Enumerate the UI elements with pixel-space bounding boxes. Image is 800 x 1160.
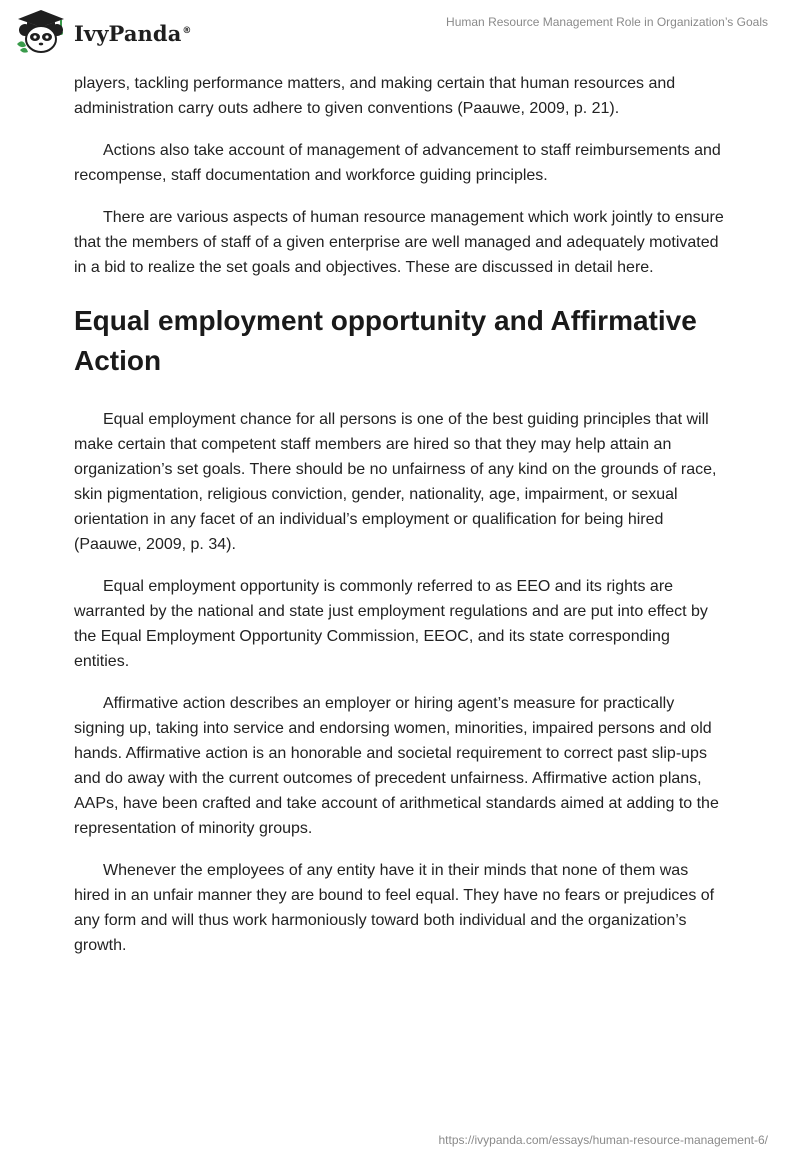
document-title: Human Resource Management Role in Organization’s Goals bbox=[446, 15, 768, 29]
registered-mark: ® bbox=[182, 25, 192, 36]
source-url[interactable]: https://ivypanda.com/essays/human-resource-management-6/ bbox=[438, 1133, 768, 1147]
paragraph: Equal employment opportunity is commonly referred to as EEO and its rights are warranted by the national and state just employment regulations and are put into effect by the Equal Employment Opportunity Commission, EEOC, and its state corresponding entities. bbox=[74, 578, 708, 670]
ivypanda-logo[interactable] bbox=[14, 8, 192, 54]
article-body bbox=[74, 71, 726, 975]
brand-name: IvyPanda® bbox=[74, 20, 192, 46]
paragraph: Affirmative action describes an employer or hiring agent’s measure for practically signing up, taking into service and endorsing women, minorities, impaired persons and old hands. Affirmative action is an honorable and societal requirement to correct past slip-ups and do away with the current outcomes of precedent unfairness. Affirmative action plans, AAPs, have been crafted and take account of arithmetical standards aimed at adding to the representation of minority groups. bbox=[74, 695, 719, 837]
paragraph: Whenever the employees of any entity have it in their minds that none of them was hired in an unfair manner they are bound to feel equal. They have no fears or prejudices of any form and will thus work harmoniously toward both individual and the organization’s growth. bbox=[74, 862, 715, 954]
paragraph: There are various aspects of human resource management which work jointly to ensure that the members of staff of a given enterprise are well managed and adequately motivated in a bid to realize the set goals and objectives. These are discussed in detail here. bbox=[74, 209, 724, 276]
panda-graduation-cap-icon bbox=[14, 8, 68, 54]
paragraph: Equal employment chance for all persons is one of the best guiding principles that will make certain that competent staff members are hired so that they may help attain an organization’s set goals. There should be no unfairness of any kind on the grounds of race, skin pigmentation, religious conviction, gender, nationality, age, impairment, or sexual orientation in any facet of an individual’s employment or qualification for being hired (Paauwe, 2009, p. 34). bbox=[74, 411, 717, 553]
paragraph-continued: players, tackling performance matters, and making certain that human resources and administration carry outs adhere to given conventions (Paauwe, 2009, p. 21). bbox=[74, 75, 676, 117]
paragraph: Actions also take account of management of advancement to staff reimbursements and recompense, staff documentation and workforce guiding principles. bbox=[74, 142, 721, 184]
page-header bbox=[0, 0, 800, 68]
section-heading: Equal employment opportunity and Affirmative Action bbox=[74, 305, 697, 376]
